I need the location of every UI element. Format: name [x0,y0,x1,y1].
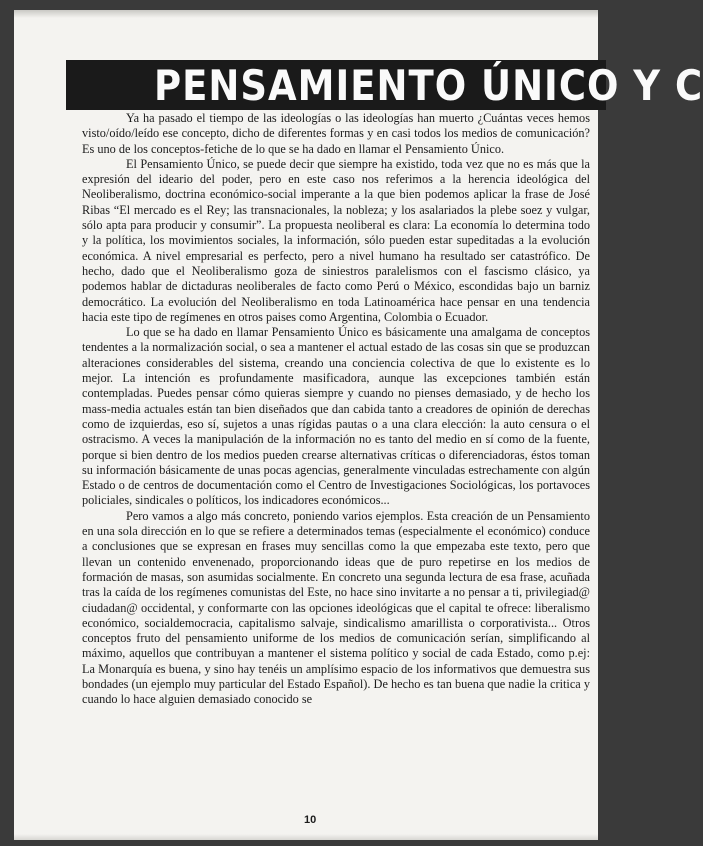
page-number: 10 [304,814,317,826]
paragraph: Ya ha pasado el tiempo de las ideologías o las ideologías han muerto ¿Cuántas veces hemos visto/oído/leído ese concepto, dicho de diferentes formas y en casi todos los medios de comunicación? Es uno de los conceptos-fetiche de lo que se ha dado en llamar el Pensamiento Único. [82,111,590,156]
paragraph: Lo que se ha dado en llamar Pensamiento Único es básicamente una amalgama de conceptos tendentes a la normalización social, o sea a mantener el actual estado de las cosas sin que se produzcan alteraciones considerables del sistema, creando una conciencia colectiva de que lo existente es lo mejor. La intención es profundamente masificadora, aunque las excepciones también están contempladas. Puedes pensar cómo quieras siempre y cuando no pienses demasiado, y de hecho los mass-media actuales están tan bien diseñados que dan cabida tanto a creadores de opinión de derechas como de izquierdas, eso sí, sujetos a unas rígidas pautas o a una clara elección: la auto censura o el ostracismo. A veces la manipulación de la información no es tanto del medio en sí como de la fuente, porque si bien dentro de los medios pueden crearse alternativas críticas o diferenciadoras, éstos toman su información básicamente de unas pocas agencias, generalmente vinculadas estrechamente con algún Estado o de centros de documentación como el Centro de Investigaciones Sociológicas, los portavoces policiales, sindicales o políticos, los indicadores económicos... [82,325,590,508]
page-top-edge [14,10,598,18]
page-bottom-edge [14,834,598,840]
paragraph: El Pensamiento Único, se puede decir que siempre ha existido, toda vez que no es más que la expresión del ideario del poder, pero en este caso nos referimos a la herencia ideológica del Neoliberalismo, doctrina económico-social imperante a la que bien podemos aplicar la frase de José Ribas “El mercado es el Rey; las transnacionales, la nobleza; y los asalariados la plebe soez y vulgar, sólo apta para producir y consumir”. La propuesta neoliberal es clara: La economía lo determina todo y la política, los movimientos sociales, la información, sólo pueden estar supeditadas a la evolución económica. A nivel empresarial es perfecto, pero a nivel humano ha resultado ser catastrófico. De hecho, dado que el Neoliberalismo goza de siniestros paralelismos con el fascismo clásico, ya podemos hablar de dictaduras neoliberales de facto como Perú o México, escondidas bajo un barniz democrático. La evolución del Neoliberalismo en toda Latinoamérica hace pensar en una tendencia hacia este tipo de regímenes en otros paises como Argentina, Colombia o Ecuador. [82,156,590,324]
paragraph: Pero vamos a algo más concreto, poniendo varios ejemplos. Esta creación de un Pensamiento en una sola dirección en lo que se refiere a determinados temas (especialmente el económico) conduce a conclusiones que se expresan en frases muy sencillas como la que empezaba este texto, pero que llevan un contenido envenenado, proporcionando ideas que de puro repetirse en los medios de formación de masas, son asumidas socialmente. En concreto una segunda lectura de esa frase, acuñada tras la caída de los regímenes comunistas del Este, no hace sino invitarte a no pensar a ti, privilegiad@ ciudadan@ occidental, y conformarte con las opciones ideológicas que el capital te ofrece: liberalismo económico, socialdemocracia, capitalismo salvaje, sindicalismo amarillista o corporativista... Otros conceptos fruto del pensamiento uniforme de los medios de comunicación serían, simplificando al máximo, aquellos que contribuyan a mantener el sistema político y social de cada Estado, como p.ej: La Monarquía es buena, y sino hay tenéis un amplísimo espacio de los informativos que demuestra sus bondades (un ejemplo muy particular del Estado Español). De hecho es tan buena que nadie la critica y cuando lo hace alguien demasiado conocido se [82,508,590,707]
article-body [82,111,590,708]
magazine-page [14,10,703,840]
title-banner [66,60,703,111]
article-title: PENSAMIENTO ÚNICO Y C [154,62,703,111]
